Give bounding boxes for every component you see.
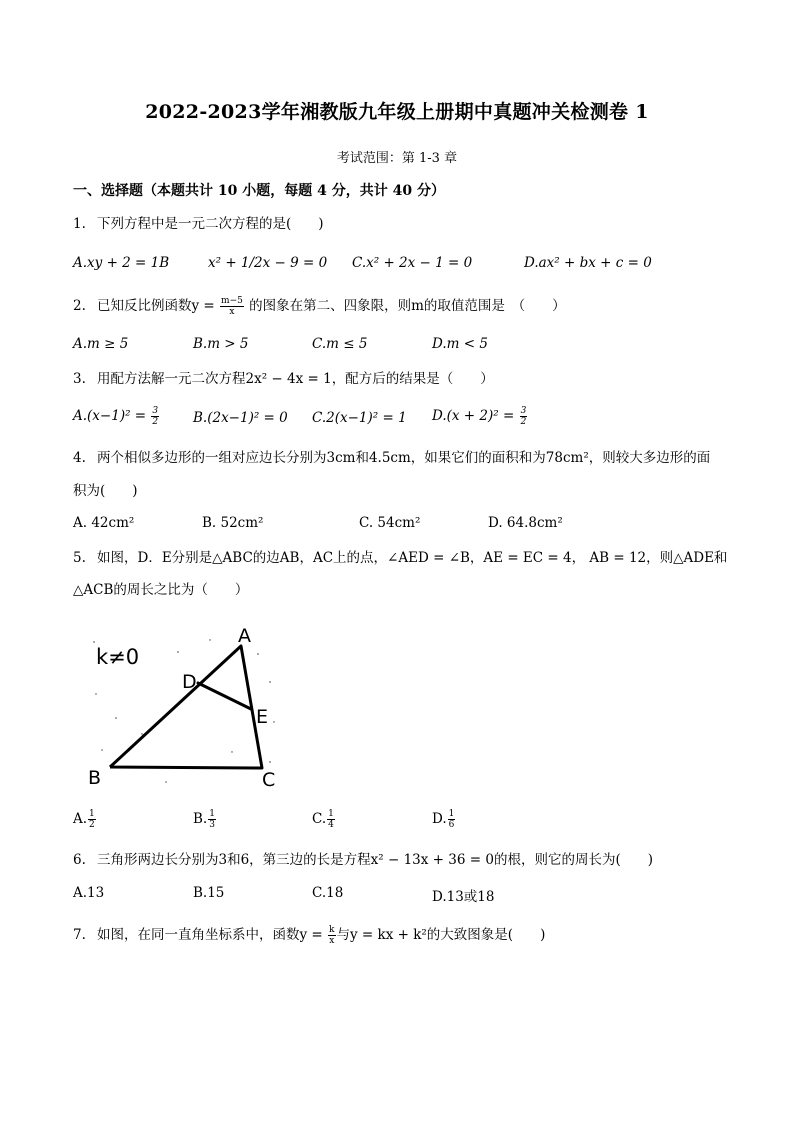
fraction-numerator: 3 — [152, 406, 159, 416]
option-d: D.13或18 — [432, 889, 495, 905]
fraction — [520, 406, 528, 427]
section-heading: 一、选择题（本题共计 10 小题，每题 4 分，共计 40 分） — [73, 183, 445, 199]
option-b — [193, 809, 217, 830]
fraction-denominator: 2 — [89, 820, 95, 830]
triangle-figure — [82, 622, 282, 798]
fraction-denominator: 6 — [448, 820, 455, 830]
figure-label-d: D — [182, 671, 197, 693]
question-stem-post: 与y = kx + k²的大致图象是( ) — [336, 927, 546, 943]
option-c: C.2(x−1)² = 1 — [312, 410, 407, 426]
option-b: B.m > 5 — [193, 336, 249, 352]
option-d: D.m < 5 — [432, 336, 488, 352]
fraction-numerator: 3 — [520, 406, 527, 416]
option-letter: D. — [432, 811, 447, 827]
option-text: D.(x + 2)² = — [432, 408, 519, 424]
option-d: D.ax² + bx + c = 0 — [524, 255, 652, 271]
question-number: 6. — [73, 852, 86, 868]
option-a: A.m ≥ 5 — [73, 336, 129, 352]
option-letter: C. — [312, 811, 327, 827]
question-7 — [73, 925, 545, 946]
fraction — [151, 406, 159, 427]
figure-label-b: B — [88, 767, 102, 789]
fraction-numerator: k — [329, 925, 335, 935]
question-stem-line1: 两个相似多边形的一组对应边长分别为3cm和4.5cm，如果它们的面积和为78cm²，则较大多边形的面 — [97, 450, 711, 466]
option-a: A.13 — [73, 885, 105, 901]
option-a — [73, 809, 97, 830]
question-stem-pre: 如图，在同一直角坐标系中，函数y = — [97, 927, 328, 943]
question-stem: 三角形两边长分别为3和6，第三边的长是方程x² − 13x + 36 = 0的根，则它的周长为( ) — [97, 852, 653, 868]
question-stem-post: 的图象在第二、四象限，则m的取值范围是 （ ） — [244, 298, 566, 314]
option-d — [432, 809, 456, 830]
question-4 — [73, 448, 710, 468]
question-number: 3. — [73, 371, 86, 387]
option-a: A. 42cm² — [73, 515, 135, 531]
option-a — [73, 406, 160, 427]
option-d: D. 64.8cm² — [488, 515, 563, 531]
fraction — [327, 809, 335, 830]
question-number: 2. — [73, 298, 86, 314]
figure-label-a: A — [238, 625, 251, 647]
question-number: 4. — [73, 450, 86, 466]
question-1 — [73, 214, 324, 234]
question-number: 5. — [73, 550, 86, 566]
option-letter: A. — [73, 811, 88, 827]
figure-label-c: C — [262, 769, 276, 791]
option-c — [312, 809, 336, 830]
option-b: B. 52cm² — [202, 515, 264, 531]
question-5 — [73, 548, 727, 568]
fraction-denominator: x — [229, 307, 235, 317]
question-3 — [73, 369, 494, 389]
question-stem-line2: △ACB的周长之比为（ ） — [73, 582, 249, 598]
fraction-numerator: 1 — [328, 809, 334, 819]
option-letter: B. — [193, 811, 208, 827]
fraction-numerator: 1 — [448, 809, 455, 819]
option-text: A.(x−1)² = — [73, 408, 151, 424]
option-a: A.xy + 2 = 1B — [73, 255, 170, 271]
fraction-numerator: m−5 — [221, 296, 243, 306]
segment-de — [198, 683, 251, 709]
question-2 — [73, 296, 566, 317]
option-b: B.(2x−1)² = 0 — [193, 410, 288, 426]
question-stem: 下列方程中是一元二次方程的是( ) — [97, 216, 324, 232]
question-6 — [73, 850, 653, 870]
question-stem-line1: 如图，D．E分别是△ABC的边AB，AC上的点，∠AED = ∠B，AE = EC = 4， AB = 12，则△ADE和 — [97, 550, 728, 566]
fraction — [328, 925, 335, 946]
fraction — [208, 809, 216, 830]
fraction-denominator: x — [329, 936, 335, 946]
question-number: 1. — [73, 216, 86, 232]
fraction-denominator: 4 — [328, 820, 334, 830]
question-stem-line2: 积为( ) — [73, 483, 138, 499]
question-stem-pre: 已知反比例函数y = — [97, 298, 220, 314]
fraction — [220, 296, 244, 317]
option-b: x² + 1/2x − 9 = 0 — [208, 255, 328, 271]
fraction-denominator: 2 — [152, 417, 159, 427]
option-c: C.18 — [312, 885, 344, 901]
question-stem: 用配方法解一元二次方程2x² − 4x = 1，配方后的结果是（ ） — [97, 371, 494, 387]
figure-label-k: k≠0 — [96, 645, 140, 669]
exam-title: 2022-2023学年湘教版九年级上册期中真题冲关检测卷 1 — [145, 101, 649, 123]
option-c: C. 54cm² — [359, 515, 421, 531]
exam-scope: 考试范围：第 1-3 章 — [336, 151, 458, 166]
fraction — [88, 809, 96, 830]
fraction-numerator: 1 — [89, 809, 95, 819]
option-b: B.15 — [193, 885, 225, 901]
option-d — [432, 406, 528, 427]
fraction — [448, 809, 456, 830]
fraction-denominator: 3 — [209, 820, 215, 830]
option-c: C.x² + 2x − 1 = 0 — [352, 255, 473, 271]
fraction-numerator: 1 — [209, 809, 215, 819]
question-number: 7. — [73, 927, 86, 943]
option-c: C.m ≤ 5 — [312, 336, 368, 352]
fraction-denominator: 2 — [520, 417, 527, 427]
figure-label-e: E — [256, 706, 269, 728]
